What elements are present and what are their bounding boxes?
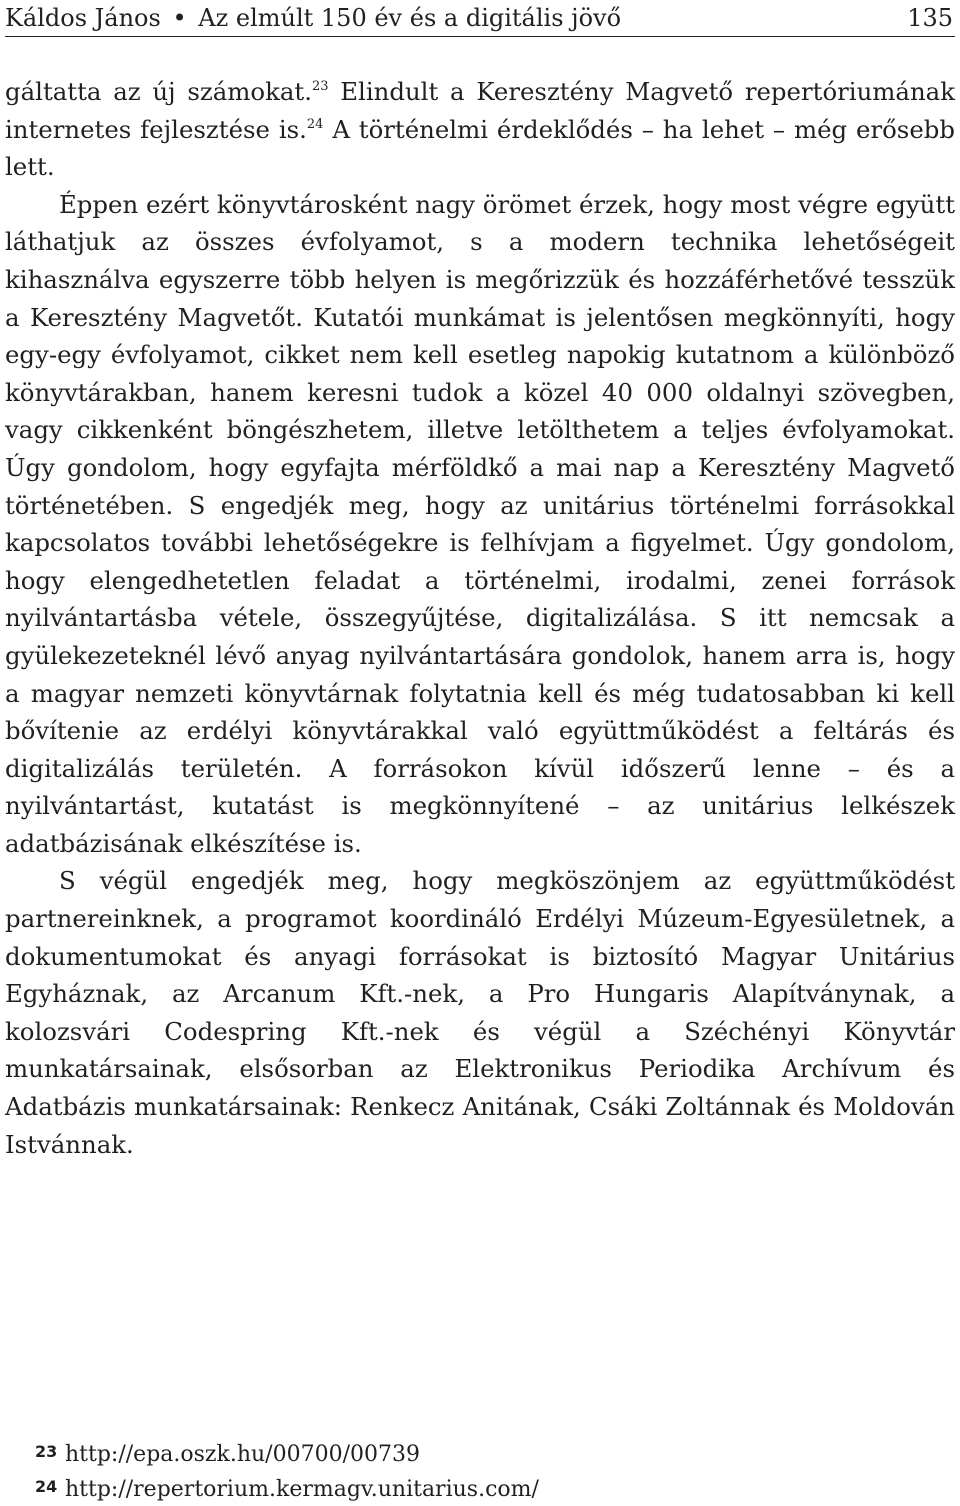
header-author: Káldos János bbox=[5, 4, 161, 32]
text-segment: gáltatta az új számokat. bbox=[5, 77, 312, 106]
page-number: 135 bbox=[907, 4, 953, 32]
footnote-link[interactable]: http://epa.oszk.hu/00700/00739 bbox=[65, 1442, 420, 1467]
footnote-link[interactable]: http://repertorium.kermagv.unitarius.com/ bbox=[65, 1477, 539, 1502]
paragraph-1 bbox=[5, 73, 955, 186]
text-segment: Éppen ezért könyvtárosként nagy örömet érzek, hogy most végre együtt láthatjuk az összes évfolyamot, s a modern technika lehetőségeit kihasználva egyszerre több helyen is megőrizzük és hozzáférhetővé tesszük a Keresztény Magvetőt. Kutatói munkámat is jelentősen megkönnyíti, hogy egy-egy évfolyamot, cikket nem kell esetleg napokig kutatnom a különböző könyvtárakban, hanem keresni tudok a közel 40 000 oldalnyi szövegben, vagy cikkenként böngészhetem, illetve letölthetem a teljes évfolyamokat. Úgy gondolom, hogy egyfajta mérföldkő a mai nap a Keresztény Magvető történetében. S engedjék meg, hogy az unitárius történelmi forrásokkal kapcsolatos további lehetőségekre is felhívjam a figyelmet. Úgy gondolom, hogy elengedhetetlen feladat a történelmi, irodalmi, zenei források nyilvántartásba vétele, összegyűjtése, digitalizálása. S itt nemcsak a gyülekezeteknél lévő anyag nyilvántartására gondolok, hanem arra is, hogy a magyar nemzeti könyvtárnak folytatnia kell és még tudatosabban ki kell bővítenie az erdélyi könyvtárakkal való együttműködést a feltárás és digitalizálás területén. A forrásokon kívül időszerű lenne – és a nyilvántartást, kutatást is megkönnyítené – az unitárius lelkészek adatbázisának elkészítése is. bbox=[5, 189, 955, 858]
header-bullet: • bbox=[172, 4, 187, 32]
footnotes bbox=[35, 1436, 935, 1506]
footnote-ref-24[interactable]: 24 bbox=[306, 116, 324, 132]
body-text bbox=[5, 73, 955, 1163]
footnote-23 bbox=[35, 1436, 935, 1471]
footnote-number: 24 bbox=[35, 1477, 58, 1496]
running-header bbox=[5, 4, 955, 37]
footnote-number: 23 bbox=[35, 1442, 58, 1461]
header-title: Az elmúlt 150 év és a digitális jövő bbox=[198, 4, 622, 32]
footnote-ref-23[interactable]: 23 bbox=[311, 79, 329, 94]
text-segment: Elindult a Keresztény Magvető repertóriumának internetes fejlesztése is. bbox=[5, 77, 955, 144]
paragraph-3 bbox=[5, 862, 955, 1163]
text-segment: S végül engedjék meg, hogy megköszönjem az együttműködést partnereinknek, a programot koordináló Erdélyi Múzeum-Egyesületnek, a dokumentumokat és anyagi forrásokat is biztosító Magyar Unitárius Egyháznak, az Arcanum Kft.-nek, a Pro Hungaris Alapítványnak, a kolozsvári Codespring Kft.-nek és végül a Széchényi Könyvtár munkatársainak, elsősorban az Elektronikus Periodika Archívum és Adatbázis munkatársainak: Renkecz Anitának, Csáki Zoltánnak és Moldován Istvánnak. bbox=[5, 866, 955, 1159]
paragraph-2 bbox=[5, 186, 955, 863]
footnote-24 bbox=[35, 1471, 935, 1506]
text-segment: A történelmi érdeklődés – ha lehet – még erősebb lett. bbox=[5, 114, 955, 182]
